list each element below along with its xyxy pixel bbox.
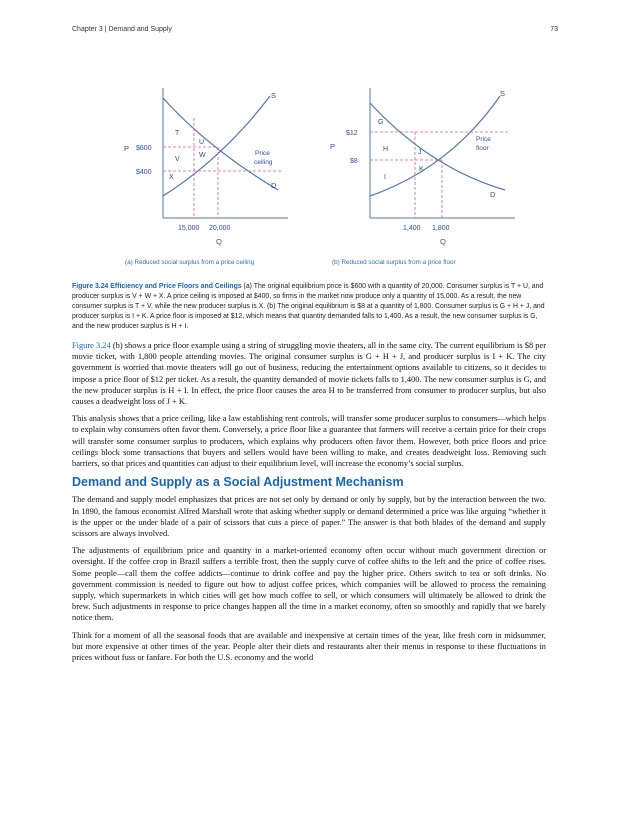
area-label-h: H xyxy=(383,146,389,153)
page-number: 73 xyxy=(550,26,558,33)
paragraph-price-floor-example xyxy=(72,340,546,407)
y-tick-8: $8 xyxy=(350,158,358,165)
price-floor-label-line2: floor xyxy=(476,145,489,152)
supply-label: S xyxy=(500,89,506,98)
figure-caption-label: Figure 3.24 Efficiency and Price Floors and Ceilings xyxy=(72,283,242,290)
chapter-title: Chapter 3 | Demand and Supply xyxy=(72,26,172,33)
paragraph-seasonal-foods: Think for a moment of all the seasonal foods that are available and inexpensive at certain times of the year, like fresh corn in midsummer, but more expensive at other times of the year. People alter their diets and restaurants alter their menus in response to these fluctuations in prices without fuss or fanfare. For both the U.S. economy and the world xyxy=(72,630,546,663)
x-axis-label: Q xyxy=(216,237,222,246)
demand-label: D xyxy=(490,190,496,199)
price-ceiling-label-line1: Price xyxy=(255,150,270,157)
y-tick-600: $600 xyxy=(136,145,152,152)
price-ceiling-diagram xyxy=(108,78,308,268)
area-label-g: G xyxy=(378,119,384,126)
area-label-w: W xyxy=(199,152,206,159)
price-floor-diagram xyxy=(330,78,530,268)
x-tick-1400: 1,400 xyxy=(403,225,421,232)
section-heading: Demand and Supply as a Social Adjustment Mechanism xyxy=(72,475,404,490)
body-text xyxy=(72,340,546,669)
figure-3-24 xyxy=(108,78,528,278)
paragraph-text: (b) shows a price floor example using a string of struggling movie theaters, all in the same city. The current equilibrium is $8 per movie ticket, with 1,800 people attending movies. The original consumer surplus is G + H + J, and producer surplus is I + K. The city government is worried that movie theaters will go out of business, reducing the entertainment options available to citizens, so it decides to impose a price floor of $12 per ticket. As a result, the quantity demanded of movie tickets falls to 1,400. The new consumer surplus is G, and the new producer surplus is H + I. In effect, the price floor causes the area H to be transferred from consumer to producer surplus, but also causes a deadweight loss of J + K. xyxy=(72,341,546,407)
x-axis-label: Q xyxy=(440,237,446,246)
paragraph-marshall: The demand and supply model emphasizes that prices are not set only by demand or only by supply, but by the interaction between the two. In 1890, the famous economist Alfred Marshall wrote that asking whether supply or demand determined a price was like arguing “whether it is the upper or the under blade of a pair of scissors that cuts a piece of paper.” The answer is that both blades of the demand and supply scissors are always involved. xyxy=(72,495,546,539)
y-tick-400: $400 xyxy=(136,169,152,176)
paragraph-analysis: This analysis shows that a price ceiling, like a law establishing rent controls, will transfer some producer surplus to consumers—which helps to explain why consumers often favor them. Conversely, a price floor like a guarantee that farmers will receive a certain price for their crops will transfer some consumer surplus to producers, which explains why producers often favor them. However, both price floors and price ceilings block some transactions that buyers and sellers would have been willing to make, and creates deadweight loss. Removing such barriers, so that prices and quantities can adjust to their equilibrium level, will increase the economy’s social surplus. xyxy=(72,414,546,469)
demand-label: D xyxy=(271,181,277,190)
area-label-i: I xyxy=(384,174,386,181)
area-label-k: K xyxy=(419,166,424,173)
area-label-x: X xyxy=(169,174,174,181)
figure-caption xyxy=(72,282,546,332)
figure-reference-link[interactable]: Figure 3.24 xyxy=(72,341,111,350)
supply-label: S xyxy=(271,91,277,100)
x-tick-20000: 20,000 xyxy=(209,225,231,232)
area-label-v: V xyxy=(175,156,180,163)
figure-caption-text: (a) The original equilibrium price is $600 with a quantity of 20,000. Consumer surplus is T + U, and producer surplus is V + W + X. A price ceiling is imposed at $400, so firms in the market now produce only a quantity of 15,000. As a result, the new consumer surplus is T + V, while the new producer surplus is X. (b) The original equilibrium is $8 at a quantity of 1,800. Consumer surplus is G + H + J, and producer surplus is I + K. A price floor is imposed at $12, which means that quantity demanded falls to 1,400. As a result, the new consumer surplus is G, and the new producer surplus is H + I. xyxy=(72,283,545,330)
y-tick-12: $12 xyxy=(346,130,358,137)
demand-curve xyxy=(163,98,278,190)
paragraph-coffee: The adjustments of equilibrium price and quantity in a market-oriented economy often occur without much government direction or oversight. If the coffee crop in Brazil suffers a terrible frost, then the supply curve of coffee shifts to the left and the price of coffee rises. Some people—call them the coffee addicts—continue to drink coffee and pay the higher price. Others switch to tea or soft drinks. No government commission is needed to figure out how to adjust coffee prices, which companies will be allowed to process the remaining supply, which supermarkets in which cities will get how much coffee to sell, or which consumers will ultimately be allowed to drink the brew. Such adjustments in response to price changes happen all the time in a market economy, often so smoothly and rapidly that we barely notice them. xyxy=(72,546,546,623)
y-axis-label: P xyxy=(124,144,130,153)
supply-curve xyxy=(163,96,270,196)
area-label-t: T xyxy=(175,130,180,137)
price-floor-label-line1: Price xyxy=(476,136,491,143)
running-header xyxy=(72,26,558,33)
x-tick-1800: 1,800 xyxy=(432,225,450,232)
panel-b-caption: (b) Reduced social surplus from a price floor xyxy=(332,259,456,266)
panel-a-caption: (a) Reduced social surplus from a price ceiling xyxy=(125,259,255,266)
area-label-j: J xyxy=(418,149,422,156)
price-ceiling-label-line2: ceiling xyxy=(254,159,273,166)
area-label-u: U xyxy=(199,139,205,146)
x-tick-15000: 15,000 xyxy=(178,225,200,232)
y-axis-label: P xyxy=(330,142,336,151)
